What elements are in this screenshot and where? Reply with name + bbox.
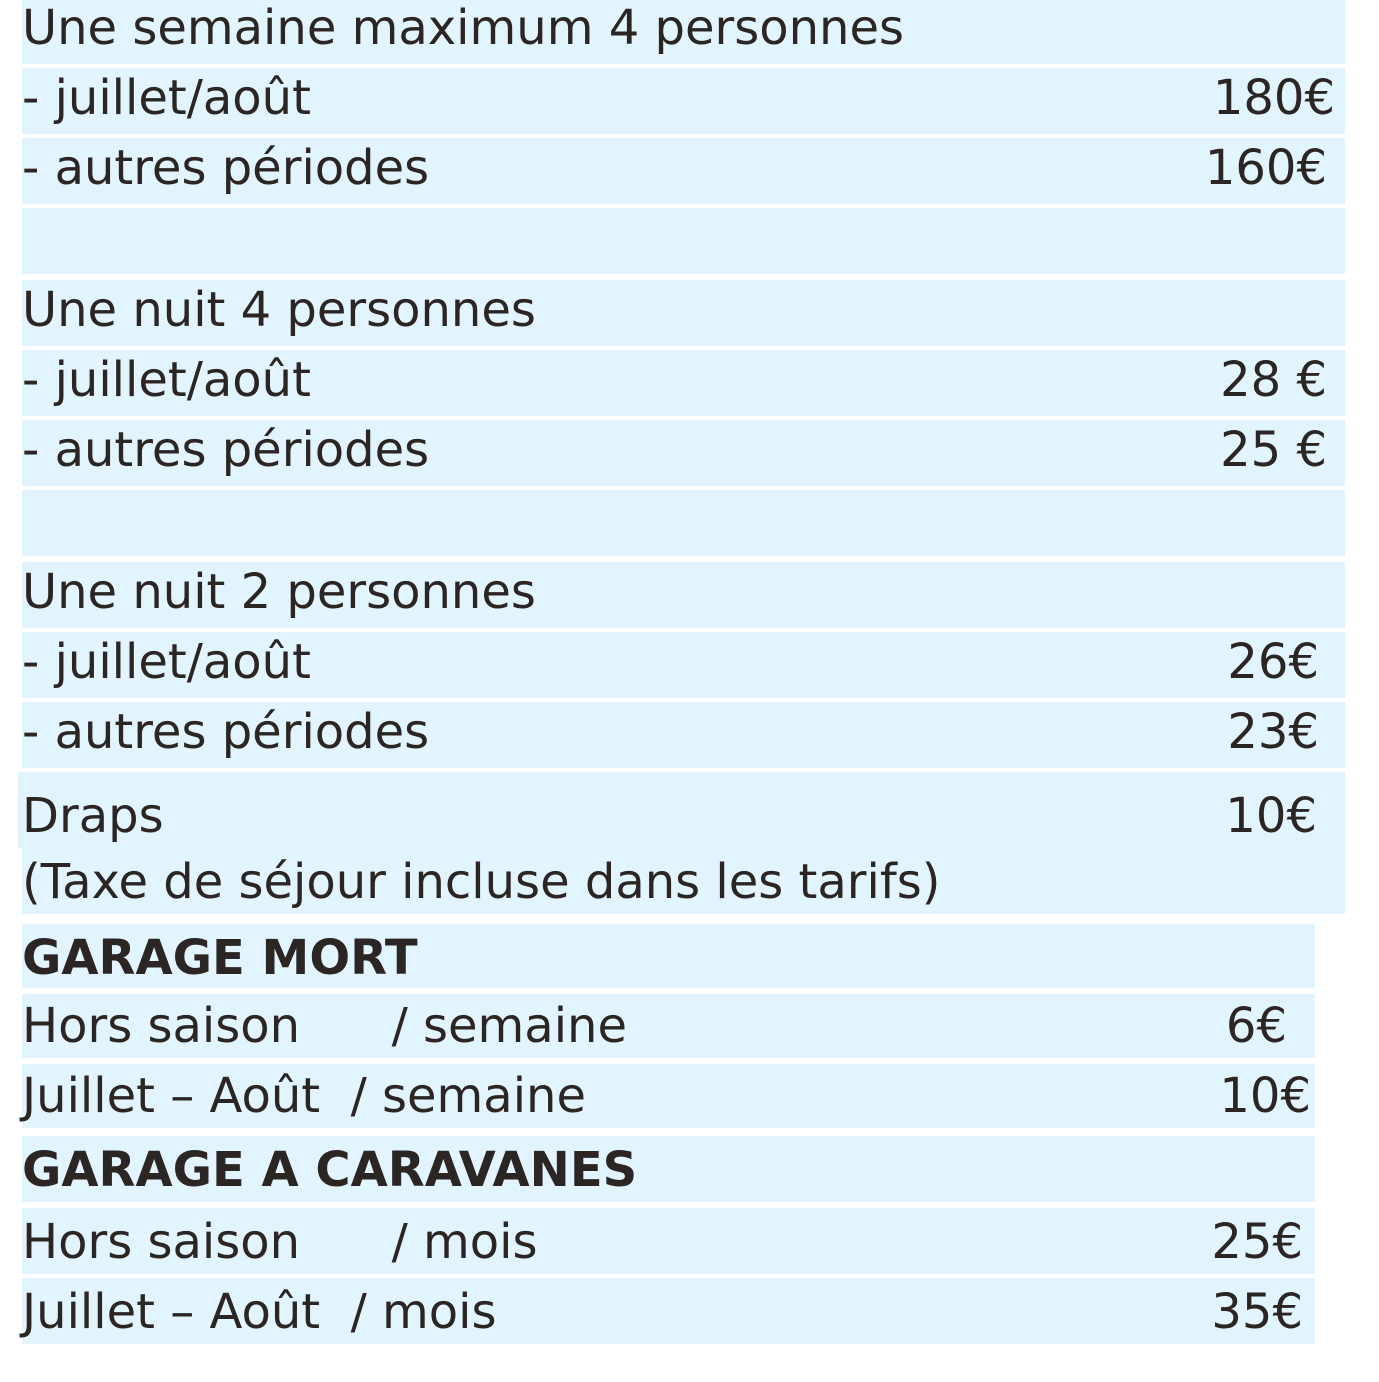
row-night2-other-periods [22,702,1345,768]
row-price: 180€ [1212,70,1335,126]
garage-mort-heading [22,924,1315,988]
row-price: 26€ [1227,634,1319,690]
row-taxe-note [22,848,1345,914]
row-night4-july-august [22,350,1345,416]
row-night2-july-august [22,632,1345,698]
row-label: Une nuit 4 personnes [22,282,536,338]
row-price: 10€ [1225,788,1317,844]
row-label: - juillet/août [22,634,311,690]
row-price: 23€ [1227,704,1319,760]
row-spacer [22,208,1345,274]
row-week-4-persons [22,0,1345,64]
garage-caravanes-row-off-season [22,1208,1315,1274]
row-label: - autres périodes [22,422,430,478]
row-price: 10€ [1219,1068,1311,1124]
row-price: 25 € [1220,422,1327,478]
garage-caravanes-heading [22,1136,1315,1202]
row-price: 160€ [1204,140,1327,196]
row-night-2-persons [22,562,1345,628]
row-label: Draps [22,788,164,844]
row-spacer [22,490,1345,556]
row-label: - juillet/août [22,352,311,408]
row-week-july-august [22,68,1345,134]
row-price: 28 € [1220,352,1327,408]
row-price: 6€ [1225,998,1287,1054]
row-label: Hors saison / semaine [22,998,627,1054]
garage-caravanes-row-july-august [22,1278,1315,1344]
row-label: - autres périodes [22,140,430,196]
row-label: - autres périodes [22,704,430,760]
row-label: Une nuit 2 personnes [22,564,536,620]
row-week-other-periods [22,138,1345,204]
garage-mort-row-off-season [22,994,1315,1058]
section-title: GARAGE A CARAVANES [22,1142,638,1198]
row-night4-other-periods [22,420,1345,486]
row-label: Juillet – Août / mois [22,1284,497,1340]
row-price: 25€ [1211,1214,1303,1270]
row-price: 35€ [1211,1284,1303,1340]
row-label: (Taxe de séjour incluse dans les tarifs) [22,854,941,910]
row-label: - juillet/août [22,70,311,126]
row-night-4-persons [22,280,1345,346]
row-draps [18,772,1345,848]
row-label: Juillet – Août / semaine [22,1068,586,1124]
section-title: GARAGE MORT [22,930,418,986]
garage-mort-row-july-august [22,1064,1315,1128]
row-label: Une semaine maximum 4 personnes [22,0,904,56]
row-label: Hors saison / mois [22,1214,538,1270]
